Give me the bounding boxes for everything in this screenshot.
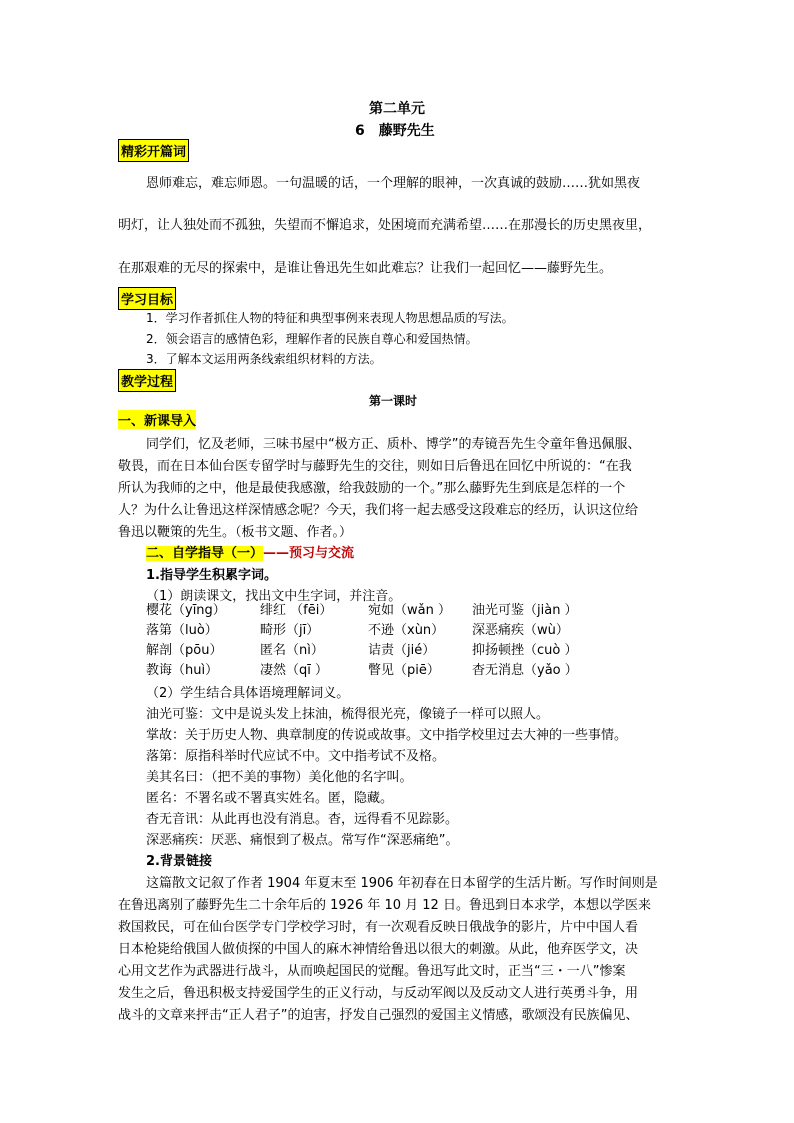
background-line: 心用文艺作为武器进行战斗，从而唤起国民的觉醒。鲁迅写此文时，正当“三・一八”惨案: [118, 964, 626, 979]
section1-heading: 一、新课导入: [118, 410, 196, 429]
vocab-item: 不逊（xùn）: [368, 622, 445, 638]
section2-heading: 二、自学指导（一）: [146, 546, 264, 561]
step2-heading: 2.背景链接: [146, 854, 212, 869]
vocab-item: 诘责（jié）: [368, 642, 436, 658]
intro-line: 明灯，让人独处而不孤独，失望而不懈追求，处困境而充满希望……在那漫长的历史黑夜里，: [118, 218, 652, 233]
definition: 杳无音讯：从此再也没有消息。杳，远得看不见踪影。: [146, 812, 459, 827]
intro-line: 恩师难忘，难忘师恩。一句温暖的话，一个理解的眼神，一次真诚的鼓励……犹如黑夜: [146, 176, 641, 191]
section1-line: 敬畏，而在日本仙台医专留学时与藤野先生的交往，则如日后鲁迅在回忆中所说的：“在我: [118, 459, 632, 474]
background-line: 在鲁迅离别了藤野先生二十余年后的 1926 年 10 月 12 日。鲁迅到日本求学，本想以学医来: [118, 898, 651, 913]
vocab-row: [146, 618, 602, 638]
process-tag: 教学过程: [118, 369, 176, 392]
definition: 油光可鉴：文中是说头发上抹油，梳得很光亮，像镜子一样可以照人。: [146, 707, 550, 722]
goal-item: 1．学习作者抓住人物的特征和典型事例来表现人物思想品质的写法。: [146, 311, 514, 325]
vocab-item: 油光可鉴（jiàn ）: [472, 602, 578, 618]
definition: 落第：原指科举时代应试不中。文中指考试不及格。: [146, 749, 446, 764]
intro-tag: 精彩开篇词: [118, 139, 189, 162]
definition: 深恶痛疾：厌恶、痛恨到了极点。常写作“深恶痛绝”。: [146, 833, 459, 848]
definition: 美其名曰：（把不美的事物）美化他的名字叫。: [146, 770, 413, 785]
definition: 掌故：关于历史人物、典章制度的传说或故事。文中指学校里过去大神的一些事情。: [146, 728, 628, 743]
vocab-item: 落第（luò）: [146, 622, 218, 638]
goal-item: 3．了解本文运用两条线索组织材料的方法。: [146, 352, 382, 366]
vocab-item: 教诲（huì）: [146, 662, 219, 678]
intro-line: 在那艰难的无尽的探索中，是谁让鲁迅先生如此难忘？让我们一起回忆——藤野先生。: [118, 261, 613, 276]
background-line: 战斗的文章来抨击“正人君子”的迫害，抒发自己强烈的爱国主义情感，歌颂没有民族偏见、: [118, 1008, 639, 1023]
background-line: 发生之后，鲁迅积极支持爱国学生的正义行动，与反动军阀以及反动文人进行英勇斗争，用: [118, 986, 639, 1001]
section1-line: 人？为什么让鲁迅这样深情感念呢？今天，我们将一起去感受这段难忘的经历，认识这位给: [118, 503, 639, 518]
vocab-item: 解剖（pōu）: [146, 642, 223, 658]
vocab-row: [146, 598, 602, 618]
vocab-item: 凄然（qī ）: [260, 662, 328, 678]
section1-line: 所认为我师的之中，他是最使我感激，给我鼓励的一个。”那么藤野先生到底是怎样的一个: [118, 481, 626, 496]
background-line: 这篇散文记叙了作者 1904 年夏末至 1906 年初春在日本留学的生活片断。写作时间则是: [146, 876, 658, 891]
definition: 匿名：不署名或不署真实姓名。匿，隐藏。: [146, 791, 394, 806]
vocab-table: [146, 598, 602, 678]
background-line: 救国救民，可在仙台医学专门学校学习时，有一次观看反映日俄战争的影片，片中中国人看: [118, 920, 639, 935]
session-title: 第一课时: [369, 394, 418, 408]
vocab-item: 绯红 （fēi）: [260, 602, 333, 618]
vocab-item: 杳无消息（yǎo ）: [472, 662, 578, 678]
section2-heading-row: [146, 542, 354, 561]
vocab-row: [146, 658, 602, 678]
background-line: 日本枪毙给俄国人做侦探的中国人的麻木神情给鲁迅以很大的刺激。从此，他弃医学文，决: [118, 942, 639, 957]
vocab-item: 匿名（nì）: [260, 642, 324, 658]
unit-title: 第二单元: [369, 101, 425, 117]
vocab-item: 宛如（wǎn ）: [368, 602, 451, 618]
section1-line: 鲁迅以鞭策的先生。（板书文题、作者。）: [118, 525, 353, 540]
vocab-item: 深恶痛疾（wù）: [472, 622, 569, 638]
goal-item: 2．领会语言的感情色彩，理解作者的民族自尊心和爱国热情。: [146, 332, 478, 346]
vocab-item: 樱花（yīng）: [146, 602, 226, 618]
vocab-item: 畸形（jī）: [260, 622, 320, 638]
vocab-row: [146, 638, 602, 658]
section1-line: 同学们，忆及老师，三味书屋中“极方正、质朴、博学”的寿镜吾先生令童年鲁迅佩服、: [146, 437, 641, 452]
sub2: （2）学生结合具体语境理解词义。: [146, 686, 350, 701]
goals-tag: 学习目标: [118, 287, 176, 310]
vocab-item: 抑扬顿挫（cuò ）: [472, 642, 578, 658]
step1-heading: 1.指导学生积累字词。: [146, 568, 277, 583]
vocab-item: 瞥见（piē）: [368, 662, 440, 678]
section2-subheading: ——预习与交流: [263, 546, 355, 561]
lesson-title: 6 藤野先生: [355, 123, 435, 139]
sub1: （1）朗读课文，找出文中生字词，并注音。: [146, 589, 402, 604]
